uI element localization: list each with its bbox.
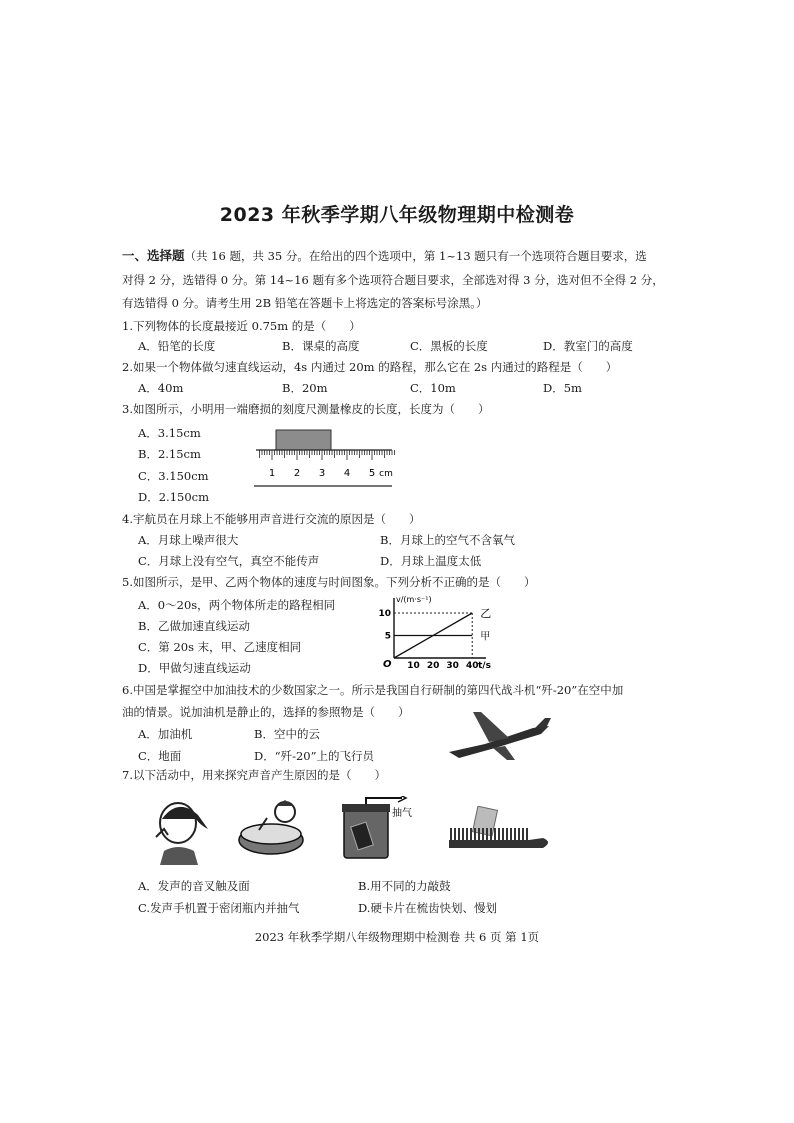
girl-hair xyxy=(162,807,208,829)
question-6-option-a: A．加油机 xyxy=(138,727,193,741)
question-5-option-a: A．0～20s，两个物体所走的路程相同 xyxy=(138,598,336,612)
x-tick-label: 40 xyxy=(465,661,479,670)
jet-wing xyxy=(473,712,509,742)
page-title: 2023 年秋季学期八年级物理期中检测卷 xyxy=(219,204,575,226)
question-5-option-c: C．第 20s 末，甲、乙速度相同 xyxy=(138,640,302,654)
question-3-option-c: C．3.150cm xyxy=(138,469,209,483)
chart-origin-label: O xyxy=(383,659,392,670)
jar-lid xyxy=(342,804,390,812)
question-5-option-d: D．甲做匀速直线运动 xyxy=(138,661,251,675)
series-label-jia: 甲 xyxy=(480,631,491,643)
question-4-option-d: D．月球上温度太低 xyxy=(380,554,482,568)
question-7-option-b: B.用不同的力敲鼓 xyxy=(358,879,451,893)
jet-aircraft-image xyxy=(445,706,555,762)
section-intro-line-1 xyxy=(122,249,647,263)
question-6-option-b: B．空中的云 xyxy=(254,727,320,741)
x-tick-label: 10 xyxy=(407,661,420,670)
drum-image xyxy=(237,800,313,866)
girl-tuning-fork-image xyxy=(150,795,216,865)
y-tick-label: 5 xyxy=(384,631,391,642)
sealed-jar-pump-image xyxy=(338,796,418,862)
girl-body xyxy=(160,847,198,865)
ruler-unit: cm xyxy=(379,469,393,479)
question-7-option-d: D.硬卡片在梳齿快划、慢划 xyxy=(358,901,497,915)
y-tick-label: 10 xyxy=(378,609,391,619)
question-2-option-a: A．40m xyxy=(138,381,184,395)
question-6-option-c: C．地面 xyxy=(138,749,182,763)
question-1-option-b: B．课桌的高度 xyxy=(282,339,360,353)
chart-y-axis-label: v/(m·s⁻¹) xyxy=(396,595,432,604)
pump-label: 抽气 xyxy=(392,808,412,819)
jet-tail xyxy=(535,718,551,730)
section-intro-text: （共 16 题，共 35 分。在给出的四个选项中，第 1~13 题只有一个选项符合题目要求，选 xyxy=(184,249,647,263)
question-1-option-d: D．教室门的高度 xyxy=(543,339,633,353)
question-1-option-a: A．铅笔的长度 xyxy=(138,339,216,353)
question-7-option-c: C.发声手机置于密闭瓶内并抽气 xyxy=(138,901,300,915)
question-3-option-a: A．3.15cm xyxy=(138,426,201,440)
question-6-stem-line-1: 6.中国是掌握空中加油技术的少数国家之一。所示是我国自行研制的第四代战斗机“歼-20”在空中加 xyxy=(122,683,624,697)
hard-card xyxy=(473,806,498,836)
x-tick-label: 20 xyxy=(426,661,440,670)
chart-x-axis-label: t/s xyxy=(478,661,491,670)
question-2-option-c: C．10m xyxy=(410,381,456,395)
page-footer: 2023 年秋季学期八年级物理期中检测卷 共 6 页 第 1页 xyxy=(254,930,540,944)
section-heading: 一、选择题 xyxy=(122,248,185,263)
question-6-option-d: D．“歼-20”上的飞行员 xyxy=(254,749,374,763)
question-4-stem: 4.宇航员在月球上不能够用声音进行交流的原因是（ ） xyxy=(122,512,421,526)
question-4-option-c: C．月球上没有空气，真空不能传声 xyxy=(138,554,320,568)
ruler-label-5: 5 xyxy=(368,468,376,479)
question-3-option-b: B．2.15cm xyxy=(138,447,201,461)
section-intro-line-3: 有选错得 0 分。请考生用 2B 铅笔在答题卡上将选定的答案标号涂黑。） xyxy=(122,296,488,310)
question-4-option-a: A．月球上噪声很大 xyxy=(138,533,239,547)
ruler-ticks xyxy=(260,450,395,460)
question-6-stem-line-2: 油的情景。说加油机是静止的，选择的参照物是（ ） xyxy=(122,705,410,719)
drum-head xyxy=(241,824,301,844)
ruler-label-1: 1 xyxy=(268,468,276,479)
question-7-option-a: A．发声的音叉触及面 xyxy=(138,879,250,893)
question-2-stem: 2.如果一个物体做匀速直线运动，4s 内通过 20m 的路程，那么它在 2s 内通过的路程是（ ） xyxy=(122,360,618,374)
x-tick-label: 30 xyxy=(446,661,459,670)
pump-tube xyxy=(366,798,402,804)
ruler-figure xyxy=(252,426,397,488)
question-3-stem: 3.如图所示，小明用一端磨损的刻度尺测量橡皮的长度，长度为（ ） xyxy=(122,402,490,416)
series-label-yi: 乙 xyxy=(480,607,492,620)
question-2-option-d: D．5m xyxy=(543,381,582,395)
question-1-stem: 1.下列物体的长度最接近 0.75m 的是（ ） xyxy=(122,319,361,333)
question-1-option-c: C．黑板的长度 xyxy=(410,339,488,353)
eraser xyxy=(276,430,331,450)
question-4-option-b: B．月球上的空气不含氧气 xyxy=(380,533,515,547)
ruler-label-2: 2 xyxy=(293,468,301,479)
velocity-time-chart xyxy=(378,592,500,670)
question-3-option-d: D．2.150cm xyxy=(138,490,209,504)
question-5-option-b: B．乙做加速直线运动 xyxy=(138,619,250,633)
ruler-label-4: 4 xyxy=(343,468,351,479)
ruler-label-3: 3 xyxy=(318,468,326,479)
jet-lower-wing xyxy=(493,746,515,760)
section-intro-line-2: 对得 2 分，选错得 0 分。第 14~16 题有多个选项符合题目要求，全部选对得 3 分，选对但不全得 2 分， xyxy=(122,273,664,287)
comb-card-image xyxy=(447,806,555,854)
question-5-stem: 5.如图所示，是甲、乙两个物体的速度与时间图象。下列分析不正确的是（ ） xyxy=(122,575,536,589)
question-7-stem: 7.以下活动中，用来探究声音产生原因的是（ ） xyxy=(122,768,386,782)
question-2-option-b: B．20m xyxy=(282,381,328,395)
